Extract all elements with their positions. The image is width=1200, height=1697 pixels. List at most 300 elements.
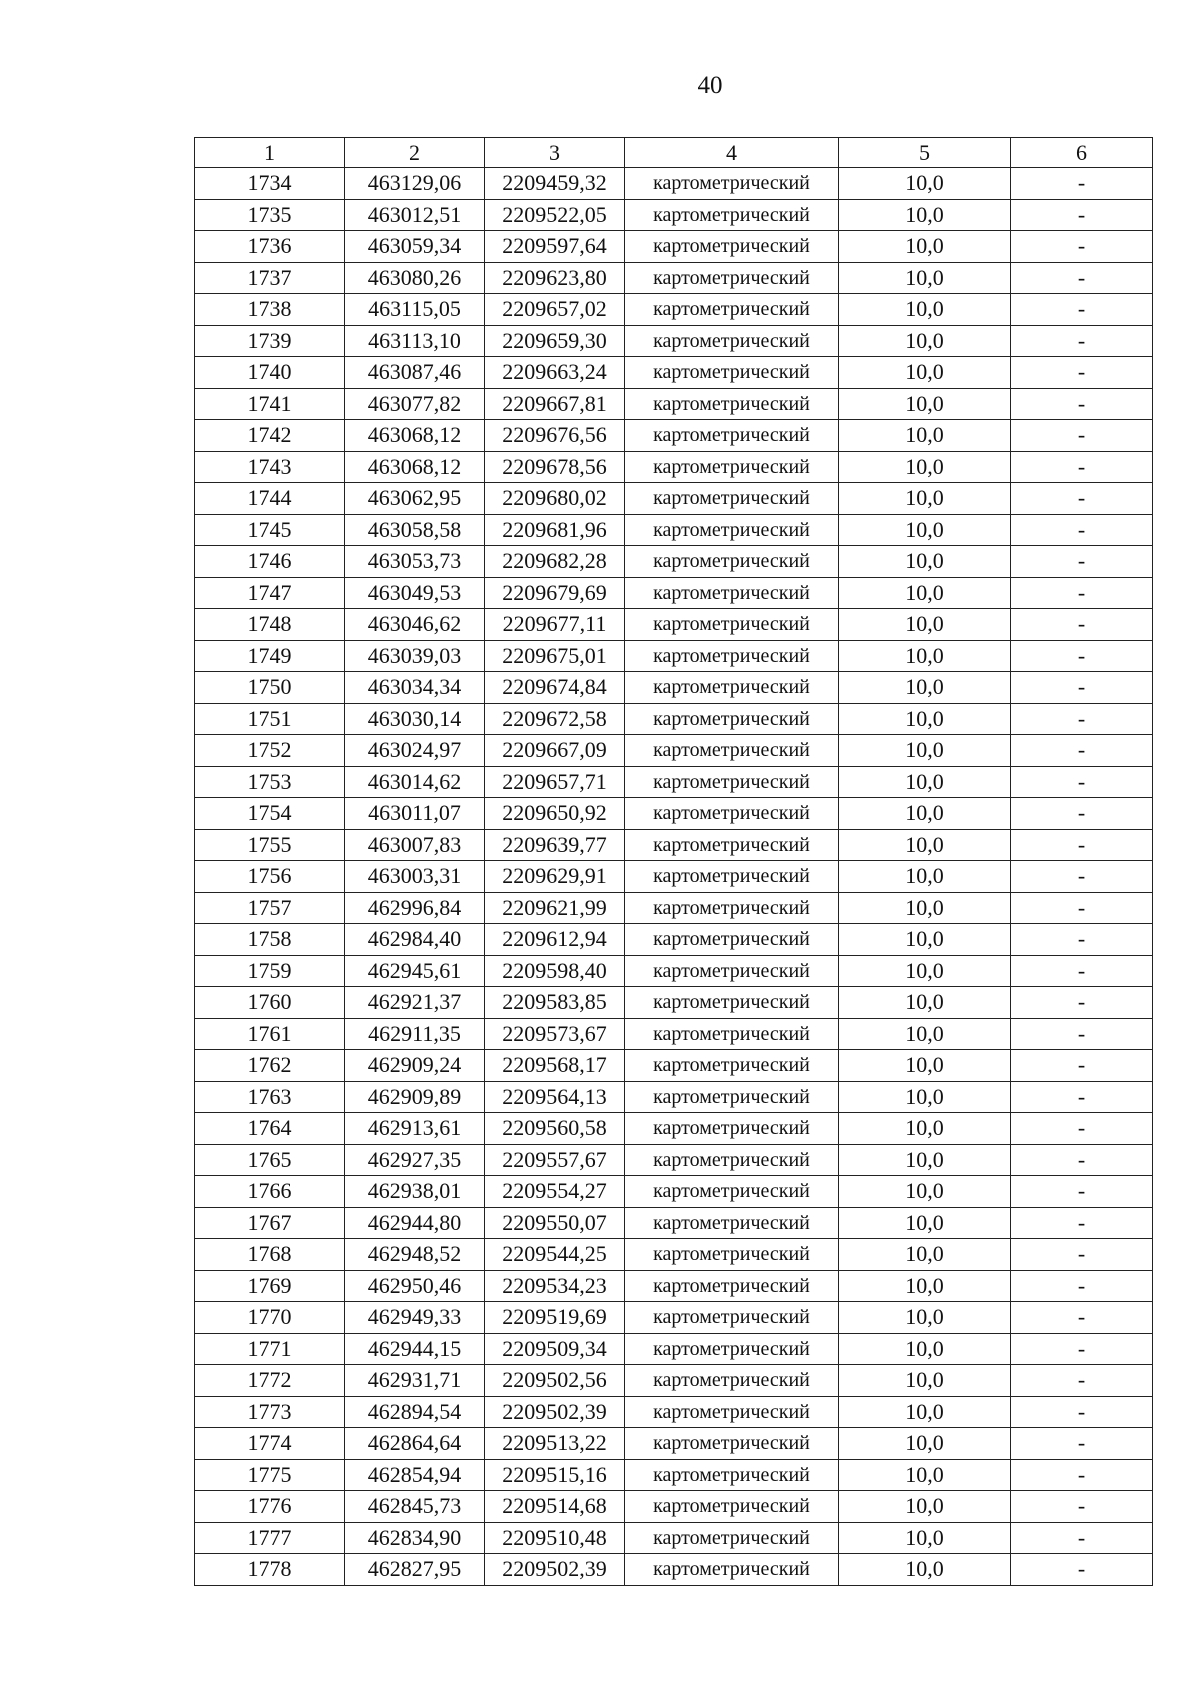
y-coordinate-cell: 2209509,34 xyxy=(485,1333,625,1365)
note-cell: - xyxy=(1011,1333,1153,1365)
x-coordinate-cell: 462845,73 xyxy=(345,1491,485,1523)
note-cell: - xyxy=(1011,1270,1153,1302)
y-coordinate-cell: 2209550,07 xyxy=(485,1207,625,1239)
point-number-cell: 1743 xyxy=(195,451,345,483)
point-number-cell: 1750 xyxy=(195,672,345,704)
method-cell: картометрический xyxy=(625,546,839,578)
x-coordinate-cell: 462864,64 xyxy=(345,1428,485,1460)
y-coordinate-cell: 2209514,68 xyxy=(485,1491,625,1523)
note-cell: - xyxy=(1011,1081,1153,1113)
point-number-cell: 1736 xyxy=(195,231,345,263)
x-coordinate-cell: 463080,26 xyxy=(345,262,485,294)
method-cell: картометрический xyxy=(625,451,839,483)
table-row xyxy=(195,1239,1153,1271)
x-coordinate-cell: 463129,06 xyxy=(345,168,485,200)
table-row xyxy=(195,1522,1153,1554)
accuracy-cell: 10,0 xyxy=(839,1459,1011,1491)
y-coordinate-cell: 2209573,67 xyxy=(485,1018,625,1050)
x-coordinate-cell: 463053,73 xyxy=(345,546,485,578)
x-coordinate-cell: 462931,71 xyxy=(345,1365,485,1397)
note-cell: - xyxy=(1011,861,1153,893)
method-cell: картометрический xyxy=(625,672,839,704)
note-cell: - xyxy=(1011,514,1153,546)
table-row xyxy=(195,955,1153,987)
y-coordinate-cell: 2209657,71 xyxy=(485,766,625,798)
point-number-cell: 1754 xyxy=(195,798,345,830)
method-cell: картометрический xyxy=(625,1459,839,1491)
x-coordinate-cell: 463003,31 xyxy=(345,861,485,893)
note-cell: - xyxy=(1011,420,1153,452)
point-number-cell: 1772 xyxy=(195,1365,345,1397)
y-coordinate-cell: 2209650,92 xyxy=(485,798,625,830)
y-coordinate-cell: 2209629,91 xyxy=(485,861,625,893)
note-cell: - xyxy=(1011,955,1153,987)
note-cell: - xyxy=(1011,546,1153,578)
note-cell: - xyxy=(1011,766,1153,798)
note-cell: - xyxy=(1011,892,1153,924)
table-row xyxy=(195,892,1153,924)
table-row xyxy=(195,1018,1153,1050)
y-coordinate-cell: 2209544,25 xyxy=(485,1239,625,1271)
table-row xyxy=(195,1176,1153,1208)
note-cell: - xyxy=(1011,1365,1153,1397)
accuracy-cell: 10,0 xyxy=(839,924,1011,956)
method-cell: картометрический xyxy=(625,798,839,830)
y-coordinate-cell: 2209534,23 xyxy=(485,1270,625,1302)
point-number-cell: 1763 xyxy=(195,1081,345,1113)
point-number-cell: 1746 xyxy=(195,546,345,578)
y-coordinate-cell: 2209680,02 xyxy=(485,483,625,515)
table-header xyxy=(195,138,1153,168)
table-row xyxy=(195,703,1153,735)
method-cell: картометрический xyxy=(625,514,839,546)
method-cell: картометрический xyxy=(625,1365,839,1397)
table-row xyxy=(195,1113,1153,1145)
table-row xyxy=(195,577,1153,609)
x-coordinate-cell: 462944,15 xyxy=(345,1333,485,1365)
note-cell: - xyxy=(1011,1176,1153,1208)
column-header: 6 xyxy=(1011,138,1153,168)
table-row xyxy=(195,199,1153,231)
point-number-cell: 1737 xyxy=(195,262,345,294)
note-cell: - xyxy=(1011,987,1153,1019)
y-coordinate-cell: 2209502,39 xyxy=(485,1396,625,1428)
table-row xyxy=(195,231,1153,263)
table-row xyxy=(195,294,1153,326)
point-number-cell: 1747 xyxy=(195,577,345,609)
point-number-cell: 1753 xyxy=(195,766,345,798)
note-cell: - xyxy=(1011,451,1153,483)
method-cell: картометрический xyxy=(625,955,839,987)
note-cell: - xyxy=(1011,231,1153,263)
accuracy-cell: 10,0 xyxy=(839,798,1011,830)
method-cell: картометрический xyxy=(625,294,839,326)
accuracy-cell: 10,0 xyxy=(839,514,1011,546)
point-number-cell: 1738 xyxy=(195,294,345,326)
column-header: 4 xyxy=(625,138,839,168)
x-coordinate-cell: 463058,58 xyxy=(345,514,485,546)
method-cell: картометрический xyxy=(625,703,839,735)
accuracy-cell: 10,0 xyxy=(839,199,1011,231)
column-header: 2 xyxy=(345,138,485,168)
x-coordinate-cell: 462909,89 xyxy=(345,1081,485,1113)
x-coordinate-cell: 463007,83 xyxy=(345,829,485,861)
accuracy-cell: 10,0 xyxy=(839,1396,1011,1428)
x-coordinate-cell: 463034,34 xyxy=(345,672,485,704)
x-coordinate-cell: 462944,80 xyxy=(345,1207,485,1239)
coordinates-table-container xyxy=(194,137,1153,1586)
method-cell: картометрический xyxy=(625,1081,839,1113)
accuracy-cell: 10,0 xyxy=(839,483,1011,515)
note-cell: - xyxy=(1011,1522,1153,1554)
point-number-cell: 1766 xyxy=(195,1176,345,1208)
table-row xyxy=(195,861,1153,893)
accuracy-cell: 10,0 xyxy=(839,231,1011,263)
note-cell: - xyxy=(1011,262,1153,294)
table-row xyxy=(195,1459,1153,1491)
point-number-cell: 1735 xyxy=(195,199,345,231)
accuracy-cell: 10,0 xyxy=(839,955,1011,987)
method-cell: картометрический xyxy=(625,1554,839,1586)
point-number-cell: 1755 xyxy=(195,829,345,861)
note-cell: - xyxy=(1011,294,1153,326)
table-row xyxy=(195,1396,1153,1428)
table-row xyxy=(195,672,1153,704)
y-coordinate-cell: 2209568,17 xyxy=(485,1050,625,1082)
method-cell: картометрический xyxy=(625,483,839,515)
header-row xyxy=(195,138,1153,168)
point-number-cell: 1768 xyxy=(195,1239,345,1271)
note-cell: - xyxy=(1011,483,1153,515)
y-coordinate-cell: 2209598,40 xyxy=(485,955,625,987)
point-number-cell: 1744 xyxy=(195,483,345,515)
x-coordinate-cell: 463059,34 xyxy=(345,231,485,263)
table-row xyxy=(195,168,1153,200)
accuracy-cell: 10,0 xyxy=(839,1144,1011,1176)
x-coordinate-cell: 462911,35 xyxy=(345,1018,485,1050)
x-coordinate-cell: 462909,24 xyxy=(345,1050,485,1082)
accuracy-cell: 10,0 xyxy=(839,168,1011,200)
accuracy-cell: 10,0 xyxy=(839,735,1011,767)
y-coordinate-cell: 2209681,96 xyxy=(485,514,625,546)
accuracy-cell: 10,0 xyxy=(839,672,1011,704)
x-coordinate-cell: 463068,12 xyxy=(345,451,485,483)
method-cell: картометрический xyxy=(625,1428,839,1460)
x-coordinate-cell: 462984,40 xyxy=(345,924,485,956)
x-coordinate-cell: 462950,46 xyxy=(345,1270,485,1302)
table-row xyxy=(195,987,1153,1019)
accuracy-cell: 10,0 xyxy=(839,1018,1011,1050)
y-coordinate-cell: 2209554,27 xyxy=(485,1176,625,1208)
table-row xyxy=(195,1428,1153,1460)
note-cell: - xyxy=(1011,1144,1153,1176)
point-number-cell: 1770 xyxy=(195,1302,345,1334)
method-cell: картометрический xyxy=(625,1522,839,1554)
table-row xyxy=(195,1144,1153,1176)
y-coordinate-cell: 2209682,28 xyxy=(485,546,625,578)
y-coordinate-cell: 2209623,80 xyxy=(485,262,625,294)
method-cell: картометрический xyxy=(625,420,839,452)
note-cell: - xyxy=(1011,199,1153,231)
table-row xyxy=(195,1270,1153,1302)
table-row xyxy=(195,483,1153,515)
y-coordinate-cell: 2209667,81 xyxy=(485,388,625,420)
method-cell: картометрический xyxy=(625,1270,839,1302)
y-coordinate-cell: 2209564,13 xyxy=(485,1081,625,1113)
table-row xyxy=(195,735,1153,767)
method-cell: картометрический xyxy=(625,357,839,389)
note-cell: - xyxy=(1011,1428,1153,1460)
table-row xyxy=(195,798,1153,830)
accuracy-cell: 10,0 xyxy=(839,1365,1011,1397)
note-cell: - xyxy=(1011,703,1153,735)
table-row xyxy=(195,546,1153,578)
accuracy-cell: 10,0 xyxy=(839,325,1011,357)
y-coordinate-cell: 2209519,69 xyxy=(485,1302,625,1334)
method-cell: картометрический xyxy=(625,1144,839,1176)
method-cell: картометрический xyxy=(625,924,839,956)
accuracy-cell: 10,0 xyxy=(839,1207,1011,1239)
table-row xyxy=(195,640,1153,672)
x-coordinate-cell: 463087,46 xyxy=(345,357,485,389)
point-number-cell: 1769 xyxy=(195,1270,345,1302)
method-cell: картометрический xyxy=(625,1491,839,1523)
method-cell: картометрический xyxy=(625,1176,839,1208)
note-cell: - xyxy=(1011,1554,1153,1586)
point-number-cell: 1775 xyxy=(195,1459,345,1491)
column-header: 3 xyxy=(485,138,625,168)
y-coordinate-cell: 2209657,02 xyxy=(485,294,625,326)
point-number-cell: 1739 xyxy=(195,325,345,357)
x-coordinate-cell: 463046,62 xyxy=(345,609,485,641)
note-cell: - xyxy=(1011,1491,1153,1523)
method-cell: картометрический xyxy=(625,325,839,357)
note-cell: - xyxy=(1011,1239,1153,1271)
note-cell: - xyxy=(1011,168,1153,200)
method-cell: картометрический xyxy=(625,231,839,263)
table-row xyxy=(195,924,1153,956)
point-number-cell: 1757 xyxy=(195,892,345,924)
method-cell: картометрический xyxy=(625,262,839,294)
accuracy-cell: 10,0 xyxy=(839,1050,1011,1082)
y-coordinate-cell: 2209459,32 xyxy=(485,168,625,200)
point-number-cell: 1734 xyxy=(195,168,345,200)
note-cell: - xyxy=(1011,1113,1153,1145)
point-number-cell: 1741 xyxy=(195,388,345,420)
x-coordinate-cell: 463113,10 xyxy=(345,325,485,357)
accuracy-cell: 10,0 xyxy=(839,1491,1011,1523)
accuracy-cell: 10,0 xyxy=(839,1081,1011,1113)
method-cell: картометрический xyxy=(625,199,839,231)
accuracy-cell: 10,0 xyxy=(839,577,1011,609)
table-row xyxy=(195,829,1153,861)
x-coordinate-cell: 463011,07 xyxy=(345,798,485,830)
point-number-cell: 1748 xyxy=(195,609,345,641)
method-cell: картометрический xyxy=(625,609,839,641)
point-number-cell: 1751 xyxy=(195,703,345,735)
method-cell: картометрический xyxy=(625,1333,839,1365)
y-coordinate-cell: 2209663,24 xyxy=(485,357,625,389)
x-coordinate-cell: 462913,61 xyxy=(345,1113,485,1145)
x-coordinate-cell: 462827,95 xyxy=(345,1554,485,1586)
x-coordinate-cell: 462949,33 xyxy=(345,1302,485,1334)
y-coordinate-cell: 2209515,16 xyxy=(485,1459,625,1491)
y-coordinate-cell: 2209583,85 xyxy=(485,987,625,1019)
method-cell: картометрический xyxy=(625,388,839,420)
point-number-cell: 1740 xyxy=(195,357,345,389)
table-row xyxy=(195,262,1153,294)
table-row xyxy=(195,766,1153,798)
table-row xyxy=(195,1365,1153,1397)
y-coordinate-cell: 2209597,64 xyxy=(485,231,625,263)
column-header: 5 xyxy=(839,138,1011,168)
x-coordinate-cell: 462945,61 xyxy=(345,955,485,987)
accuracy-cell: 10,0 xyxy=(839,451,1011,483)
method-cell: картометрический xyxy=(625,1207,839,1239)
x-coordinate-cell: 462854,94 xyxy=(345,1459,485,1491)
y-coordinate-cell: 2209621,99 xyxy=(485,892,625,924)
y-coordinate-cell: 2209676,56 xyxy=(485,420,625,452)
note-cell: - xyxy=(1011,672,1153,704)
x-coordinate-cell: 462834,90 xyxy=(345,1522,485,1554)
x-coordinate-cell: 462948,52 xyxy=(345,1239,485,1271)
note-cell: - xyxy=(1011,735,1153,767)
y-coordinate-cell: 2209674,84 xyxy=(485,672,625,704)
accuracy-cell: 10,0 xyxy=(839,609,1011,641)
method-cell: картометрический xyxy=(625,735,839,767)
y-coordinate-cell: 2209639,77 xyxy=(485,829,625,861)
point-number-cell: 1776 xyxy=(195,1491,345,1523)
method-cell: картометрический xyxy=(625,987,839,1019)
method-cell: картометрический xyxy=(625,1050,839,1082)
y-coordinate-cell: 2209522,05 xyxy=(485,199,625,231)
method-cell: картометрический xyxy=(625,892,839,924)
table-row xyxy=(195,1333,1153,1365)
accuracy-cell: 10,0 xyxy=(839,1554,1011,1586)
accuracy-cell: 10,0 xyxy=(839,294,1011,326)
y-coordinate-cell: 2209612,94 xyxy=(485,924,625,956)
note-cell: - xyxy=(1011,388,1153,420)
accuracy-cell: 10,0 xyxy=(839,703,1011,735)
note-cell: - xyxy=(1011,357,1153,389)
x-coordinate-cell: 462927,35 xyxy=(345,1144,485,1176)
method-cell: картометрический xyxy=(625,640,839,672)
accuracy-cell: 10,0 xyxy=(839,987,1011,1019)
y-coordinate-cell: 2209502,56 xyxy=(485,1365,625,1397)
accuracy-cell: 10,0 xyxy=(839,1239,1011,1271)
method-cell: картометрический xyxy=(625,1018,839,1050)
point-number-cell: 1777 xyxy=(195,1522,345,1554)
x-coordinate-cell: 462996,84 xyxy=(345,892,485,924)
method-cell: картометрический xyxy=(625,1396,839,1428)
accuracy-cell: 10,0 xyxy=(839,640,1011,672)
table-row xyxy=(195,325,1153,357)
y-coordinate-cell: 2209672,58 xyxy=(485,703,625,735)
point-number-cell: 1762 xyxy=(195,1050,345,1082)
page-number: 40 xyxy=(697,72,723,99)
note-cell: - xyxy=(1011,829,1153,861)
y-coordinate-cell: 2209675,01 xyxy=(485,640,625,672)
x-coordinate-cell: 463049,53 xyxy=(345,577,485,609)
y-coordinate-cell: 2209513,22 xyxy=(485,1428,625,1460)
point-number-cell: 1778 xyxy=(195,1554,345,1586)
table-row xyxy=(195,451,1153,483)
table-body xyxy=(195,168,1153,1586)
note-cell: - xyxy=(1011,1459,1153,1491)
note-cell: - xyxy=(1011,798,1153,830)
accuracy-cell: 10,0 xyxy=(839,420,1011,452)
y-coordinate-cell: 2209667,09 xyxy=(485,735,625,767)
accuracy-cell: 10,0 xyxy=(839,861,1011,893)
note-cell: - xyxy=(1011,1050,1153,1082)
x-coordinate-cell: 463012,51 xyxy=(345,199,485,231)
accuracy-cell: 10,0 xyxy=(839,388,1011,420)
point-number-cell: 1764 xyxy=(195,1113,345,1145)
point-number-cell: 1742 xyxy=(195,420,345,452)
point-number-cell: 1774 xyxy=(195,1428,345,1460)
accuracy-cell: 10,0 xyxy=(839,892,1011,924)
point-number-cell: 1745 xyxy=(195,514,345,546)
method-cell: картометрический xyxy=(625,766,839,798)
accuracy-cell: 10,0 xyxy=(839,1522,1011,1554)
x-coordinate-cell: 462921,37 xyxy=(345,987,485,1019)
table-row xyxy=(195,1302,1153,1334)
method-cell: картометрический xyxy=(625,577,839,609)
note-cell: - xyxy=(1011,609,1153,641)
point-number-cell: 1752 xyxy=(195,735,345,767)
table-row xyxy=(195,1207,1153,1239)
note-cell: - xyxy=(1011,640,1153,672)
method-cell: картометрический xyxy=(625,861,839,893)
accuracy-cell: 10,0 xyxy=(839,262,1011,294)
accuracy-cell: 10,0 xyxy=(839,1428,1011,1460)
x-coordinate-cell: 463068,12 xyxy=(345,420,485,452)
coordinates-table xyxy=(194,137,1153,1586)
point-number-cell: 1759 xyxy=(195,955,345,987)
y-coordinate-cell: 2209510,48 xyxy=(485,1522,625,1554)
y-coordinate-cell: 2209679,69 xyxy=(485,577,625,609)
point-number-cell: 1765 xyxy=(195,1144,345,1176)
accuracy-cell: 10,0 xyxy=(839,546,1011,578)
accuracy-cell: 10,0 xyxy=(839,1113,1011,1145)
method-cell: картометрический xyxy=(625,1302,839,1334)
note-cell: - xyxy=(1011,1396,1153,1428)
accuracy-cell: 10,0 xyxy=(839,766,1011,798)
method-cell: картометрический xyxy=(625,1239,839,1271)
method-cell: картометрический xyxy=(625,829,839,861)
note-cell: - xyxy=(1011,1302,1153,1334)
point-number-cell: 1771 xyxy=(195,1333,345,1365)
accuracy-cell: 10,0 xyxy=(839,357,1011,389)
note-cell: - xyxy=(1011,924,1153,956)
x-coordinate-cell: 463030,14 xyxy=(345,703,485,735)
x-coordinate-cell: 463014,62 xyxy=(345,766,485,798)
x-coordinate-cell: 463039,03 xyxy=(345,640,485,672)
point-number-cell: 1760 xyxy=(195,987,345,1019)
point-number-cell: 1761 xyxy=(195,1018,345,1050)
x-coordinate-cell: 463024,97 xyxy=(345,735,485,767)
y-coordinate-cell: 2209677,11 xyxy=(485,609,625,641)
accuracy-cell: 10,0 xyxy=(839,1176,1011,1208)
method-cell: картометрический xyxy=(625,168,839,200)
accuracy-cell: 10,0 xyxy=(839,1333,1011,1365)
point-number-cell: 1758 xyxy=(195,924,345,956)
table-row xyxy=(195,609,1153,641)
table-row xyxy=(195,1491,1153,1523)
y-coordinate-cell: 2209560,58 xyxy=(485,1113,625,1145)
x-coordinate-cell: 463115,05 xyxy=(345,294,485,326)
accuracy-cell: 10,0 xyxy=(839,829,1011,861)
